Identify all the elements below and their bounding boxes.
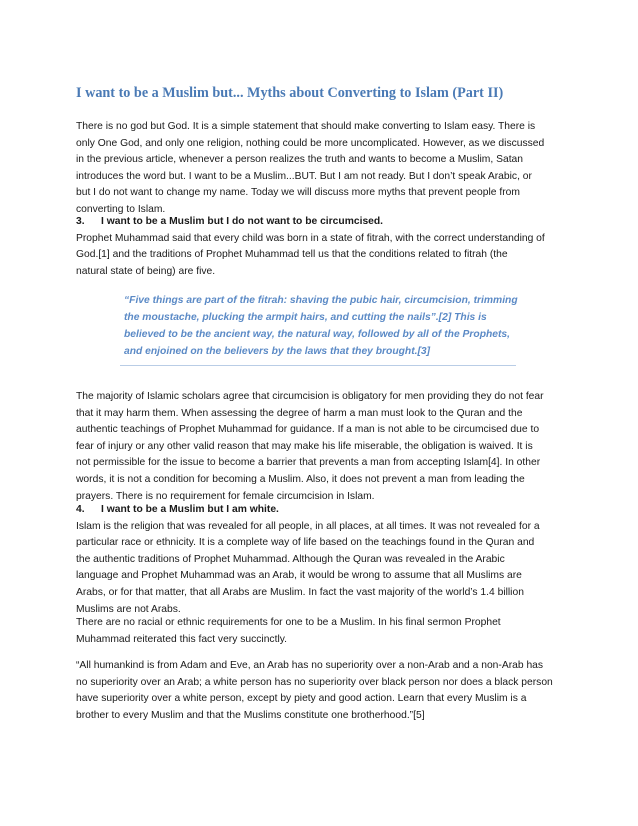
intro-line: in the previous article, whenever a person realizes the truth and wants to become a Muslim, Satan (76, 154, 524, 166)
sermon-quote (76, 658, 568, 724)
quote-divider (120, 365, 516, 366)
intro-paragraph (76, 119, 568, 219)
section-3-line: God.[1] and the traditions of Prophet Muhammad tell us that the conditions related to fitrah (the (76, 249, 508, 261)
section-3-number: 3. (76, 216, 85, 227)
section-4-line: Islam is the religion that was revealed for all people, in all places, at all times. It was not revealed for a (76, 520, 540, 532)
section-3-line: natural state of being) are five. (76, 265, 216, 277)
section-4-heading (76, 502, 568, 519)
circumcision-line: not permissible for the issue to become a barrier that prevents a man from accepting Islam[4]. In other (76, 457, 541, 469)
fitrah-quote-line: the moustache, plucking the armpit hairs, and cutting the nails”.[2] This is (124, 312, 487, 323)
section-4-heading-text: I want to be a Muslim but I am white. (101, 504, 279, 515)
circumcision-line: that it may harm them. When assessing the degree of harm a man must look to the Quran and the (76, 407, 523, 419)
section-3-heading (76, 214, 568, 231)
section-3-line: Prophet Muhammad said that every child was born in a state of fitrah, with the correct understanding of (76, 232, 545, 244)
section-4-line: the authentic traditions of Prophet Muhammad. Although the Quran was revealed in the Arabic (76, 553, 505, 565)
section-4 (76, 502, 568, 618)
circumcision-line: authentic teachings of Prophet Muhammad for guidance. If a man is not able to be circumcised due to (76, 424, 540, 436)
fitrah-quote-line: believed to be the ancient way, the natural way, followed by all of the Prophets, (124, 329, 511, 340)
section-4-line: particular race or ethnicity. It is a complete way of life based on the teachings found in the Quran and (76, 537, 535, 549)
sermon-quote-line: “All humankind is from Adam and Eve, an Arab has no superiority over a non-Arab and a non-Arab has (76, 660, 544, 671)
section-3-heading-text: I want to be a Muslim but I do not want to be circumcised. (101, 216, 384, 227)
article-title: I want to be a Muslim but... Myths about Converting to Islam (Part II) (76, 85, 504, 101)
intro-line: converting to Islam. (76, 203, 166, 215)
racial-paragraph (76, 615, 568, 648)
intro-line: but I do not want to change my name. Today we will discuss more myths that prevent people from (76, 187, 520, 199)
circumcision-paragraph (76, 389, 568, 505)
intro-line: There is no god but God. It is a simple statement that should make converting to Islam easy. There is (76, 121, 536, 132)
sermon-quote-line: have superiority over a white person, except by piety and good action. Learn that every Muslim is a (76, 693, 527, 705)
circumcision-line: fear of injury or any other valid reason that may make his life miserable, the obligation is waived. It is (76, 440, 533, 452)
fitrah-quote (124, 292, 516, 360)
sermon-quote-line: brother to every Muslim and that the Muslims constitute one brotherhood.”[5] (76, 709, 425, 721)
section-4-number: 4. (76, 504, 85, 515)
racial-line: There are no racial or ethnic requirements for one to be a Muslim. In his final sermon Prophet (76, 617, 501, 628)
section-4-line: Muslims are not Arabs. (76, 603, 181, 615)
section-4-line: language and Prophet Muhammad was an Arab, it would be wrong to assume that all Muslims are (76, 570, 522, 582)
sermon-quote-line: no superiority over an Arab; a white person has no superiority over black person nor does a black person (76, 676, 553, 688)
section-3 (76, 214, 568, 280)
fitrah-quote-line: and enjoined on the believers by the laws that they brought.[3] (124, 346, 431, 357)
intro-line: introduces the word but. I want to be a Muslim...BUT. But I am not ready. But I don’t speak Arabic, or (76, 170, 532, 182)
intro-line: only One God, and only one religion, nothing could be more uncomplicated. However, as we discussed (76, 137, 545, 149)
section-4-line: Arabs, or for that matter, that all Arabs are Muslim. In fact the vast majority of the world’s 1.4 billion (76, 586, 524, 598)
circumcision-line: The majority of Islamic scholars agree that circumcision is obligatory for men providing they do not fear (76, 391, 544, 402)
circumcision-line: prayers. There is no requirement for female circumcision in Islam. (76, 490, 375, 502)
circumcision-line: words, it is not a condition for becoming a Muslim. Also, it does not prevent a man from leading the (76, 473, 525, 485)
racial-line: Muhammad reiterated this fact very succinctly. (76, 633, 287, 645)
fitrah-quote-line: “Five things are part of the fitrah: shaving the pubic hair, circumcision, trimming (124, 295, 518, 306)
